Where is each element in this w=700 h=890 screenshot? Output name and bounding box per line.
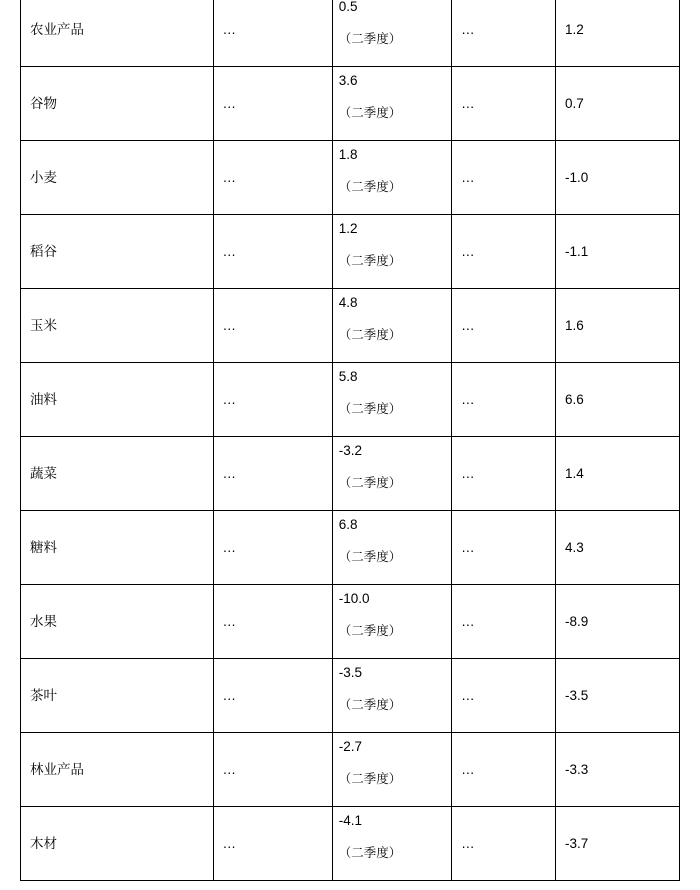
row-quarter-note-1: （二季度） [338, 697, 402, 712]
row-value-1: 6.8 [338, 517, 358, 532]
row-dots-1: … [222, 317, 236, 333]
row-value-2: 1.4 [564, 465, 584, 481]
row-value-stack-1 [333, 289, 451, 362]
row-dots-1: … [222, 95, 236, 111]
row-label-cell [21, 67, 214, 141]
row-value-cell-1 [332, 215, 451, 289]
table-row [21, 67, 680, 141]
row-label-cell [21, 807, 214, 881]
row-label-cell [21, 733, 214, 807]
table-row [21, 733, 680, 807]
row-value-stack-1 [333, 585, 451, 658]
row-dots-cell-1 [213, 0, 332, 67]
row-value-cell-1 [332, 0, 451, 67]
row-dots-cell-2 [452, 363, 556, 437]
row-dots-cell-1 [213, 585, 332, 659]
row-quarter-note-1: （二季度） [338, 475, 402, 490]
row-quarter-note-1: （二季度） [338, 253, 402, 268]
row-value-1: -3.2 [338, 443, 363, 458]
row-quarter-note-1: （二季度） [338, 105, 402, 120]
row-label: 水果 [30, 613, 57, 629]
row-value-stack-1 [333, 511, 451, 584]
row-dots-cell-2 [452, 289, 556, 363]
row-dots-cell-2 [452, 585, 556, 659]
row-dots-2: … [461, 539, 475, 555]
row-label-cell [21, 585, 214, 659]
row-value-1: 0.5 [338, 0, 358, 14]
row-label: 小麦 [30, 169, 57, 185]
row-value-stack-1 [333, 215, 451, 288]
table-row [21, 0, 680, 67]
row-label-cell [21, 363, 214, 437]
row-dots-1: … [222, 243, 236, 259]
row-dots-cell-1 [213, 289, 332, 363]
row-value-2: 1.6 [564, 317, 584, 333]
row-dots-1: … [222, 761, 236, 777]
row-dots-1: … [222, 835, 236, 851]
row-dots-2: … [461, 687, 475, 703]
row-label: 林业产品 [30, 761, 84, 777]
row-dots-cell-1 [213, 659, 332, 733]
row-value-cell-1 [332, 807, 451, 881]
row-value-2: -1.0 [564, 169, 589, 185]
row-dots-cell-1 [213, 215, 332, 289]
row-value-cell-1 [332, 289, 451, 363]
row-label-cell [21, 289, 214, 363]
table-row [21, 659, 680, 733]
row-value-cell-2 [555, 363, 679, 437]
row-value-cell-1 [332, 141, 451, 215]
row-value-stack-1 [333, 141, 451, 214]
row-value-cell-1 [332, 733, 451, 807]
row-quarter-note-1: （二季度） [338, 31, 402, 46]
row-value-stack-1 [333, 437, 451, 510]
row-value-stack-1 [333, 363, 451, 436]
row-label-cell [21, 511, 214, 585]
row-dots-2: … [461, 317, 475, 333]
row-value-1: -4.1 [338, 813, 363, 828]
row-value-2: 4.3 [564, 539, 584, 555]
row-value-cell-2 [555, 585, 679, 659]
row-value-stack-1 [333, 67, 451, 140]
row-dots-cell-1 [213, 363, 332, 437]
row-dots-cell-2 [452, 437, 556, 511]
row-dots-cell-1 [213, 437, 332, 511]
row-value-cell-1 [332, 585, 451, 659]
row-value-1: 4.8 [338, 295, 358, 310]
row-value-stack-1 [333, 733, 451, 806]
row-value-1: -3.5 [338, 665, 363, 680]
row-value-2: -3.3 [564, 761, 589, 777]
table-row [21, 363, 680, 437]
table-row [21, 141, 680, 215]
row-value-2: 6.6 [564, 391, 584, 407]
row-dots-cell-2 [452, 215, 556, 289]
row-quarter-note-1: （二季度） [338, 845, 402, 860]
row-value-stack-1 [333, 807, 451, 880]
row-value-2: 0.7 [564, 95, 584, 111]
table-row [21, 585, 680, 659]
row-label: 木材 [30, 835, 57, 851]
statistics-table [20, 0, 680, 881]
row-value-cell-1 [332, 511, 451, 585]
row-value-cell-2 [555, 141, 679, 215]
row-value-stack-1 [333, 659, 451, 732]
row-label-cell [21, 437, 214, 511]
row-value-cell-2 [555, 659, 679, 733]
row-value-1: 5.8 [338, 369, 358, 384]
row-quarter-note-1: （二季度） [338, 401, 402, 416]
row-value-stack-1 [333, 0, 451, 66]
row-value-cell-2 [555, 215, 679, 289]
row-value-2: -1.1 [564, 243, 589, 259]
row-dots-cell-1 [213, 511, 332, 585]
row-value-cell-1 [332, 437, 451, 511]
row-label: 糖料 [30, 539, 57, 555]
row-dots-1: … [222, 391, 236, 407]
table-row [21, 511, 680, 585]
row-dots-2: … [461, 169, 475, 185]
row-dots-cell-1 [213, 141, 332, 215]
row-value-2: -3.5 [564, 687, 589, 703]
row-dots-2: … [461, 95, 475, 111]
row-quarter-note-1: （二季度） [338, 179, 402, 194]
row-value-cell-1 [332, 67, 451, 141]
row-dots-2: … [461, 761, 475, 777]
row-dots-cell-2 [452, 67, 556, 141]
table-row [21, 807, 680, 881]
row-quarter-note-1: （二季度） [338, 549, 402, 564]
row-value-cell-1 [332, 363, 451, 437]
row-value-1: 1.2 [338, 221, 358, 236]
row-value-cell-2 [555, 67, 679, 141]
row-label: 谷物 [30, 95, 57, 111]
row-value-cell-2 [555, 807, 679, 881]
row-label-cell [21, 141, 214, 215]
row-dots-cell-2 [452, 807, 556, 881]
row-value-cell-1 [332, 659, 451, 733]
row-dots-2: … [461, 835, 475, 851]
row-value-2: -8.9 [564, 613, 589, 629]
row-label: 茶叶 [30, 687, 57, 703]
row-label: 稻谷 [30, 243, 57, 259]
row-quarter-note-1: （二季度） [338, 771, 402, 786]
row-label: 农业产品 [30, 21, 84, 37]
row-quarter-note-1: （二季度） [338, 327, 402, 342]
row-value-cell-2 [555, 437, 679, 511]
row-value-cell-2 [555, 733, 679, 807]
row-dots-cell-2 [452, 659, 556, 733]
row-value-cell-2 [555, 0, 679, 67]
row-dots-1: … [222, 613, 236, 629]
row-label: 蔬菜 [30, 465, 57, 481]
row-label: 油料 [30, 391, 57, 407]
row-value-1: 3.6 [338, 73, 358, 88]
row-dots-cell-2 [452, 0, 556, 67]
row-label-cell [21, 659, 214, 733]
row-dots-cell-2 [452, 511, 556, 585]
row-dots-1: … [222, 169, 236, 185]
row-label: 玉米 [30, 317, 57, 333]
row-value-2: 1.2 [564, 21, 584, 37]
row-dots-2: … [461, 613, 475, 629]
row-value-1: -10.0 [338, 591, 370, 606]
row-label-cell [21, 215, 214, 289]
row-dots-2: … [461, 391, 475, 407]
row-dots-cell-1 [213, 807, 332, 881]
row-dots-1: … [222, 465, 236, 481]
row-dots-2: … [461, 243, 475, 259]
table-row [21, 289, 680, 363]
row-dots-1: … [222, 21, 236, 37]
row-value-1: 1.8 [338, 147, 358, 162]
row-dots-cell-1 [213, 67, 332, 141]
table-row [21, 437, 680, 511]
row-dots-2: … [461, 465, 475, 481]
row-dots-2: … [461, 21, 475, 37]
row-value-2: -3.7 [564, 835, 589, 851]
row-label-cell [21, 0, 214, 67]
table-body [21, 0, 680, 881]
row-dots-cell-2 [452, 141, 556, 215]
table-row [21, 215, 680, 289]
row-value-cell-2 [555, 289, 679, 363]
row-quarter-note-1: （二季度） [338, 623, 402, 638]
row-dots-cell-1 [213, 733, 332, 807]
row-value-cell-2 [555, 511, 679, 585]
row-value-1: -2.7 [338, 739, 363, 754]
row-dots-1: … [222, 687, 236, 703]
row-dots-1: … [222, 539, 236, 555]
row-dots-cell-2 [452, 733, 556, 807]
